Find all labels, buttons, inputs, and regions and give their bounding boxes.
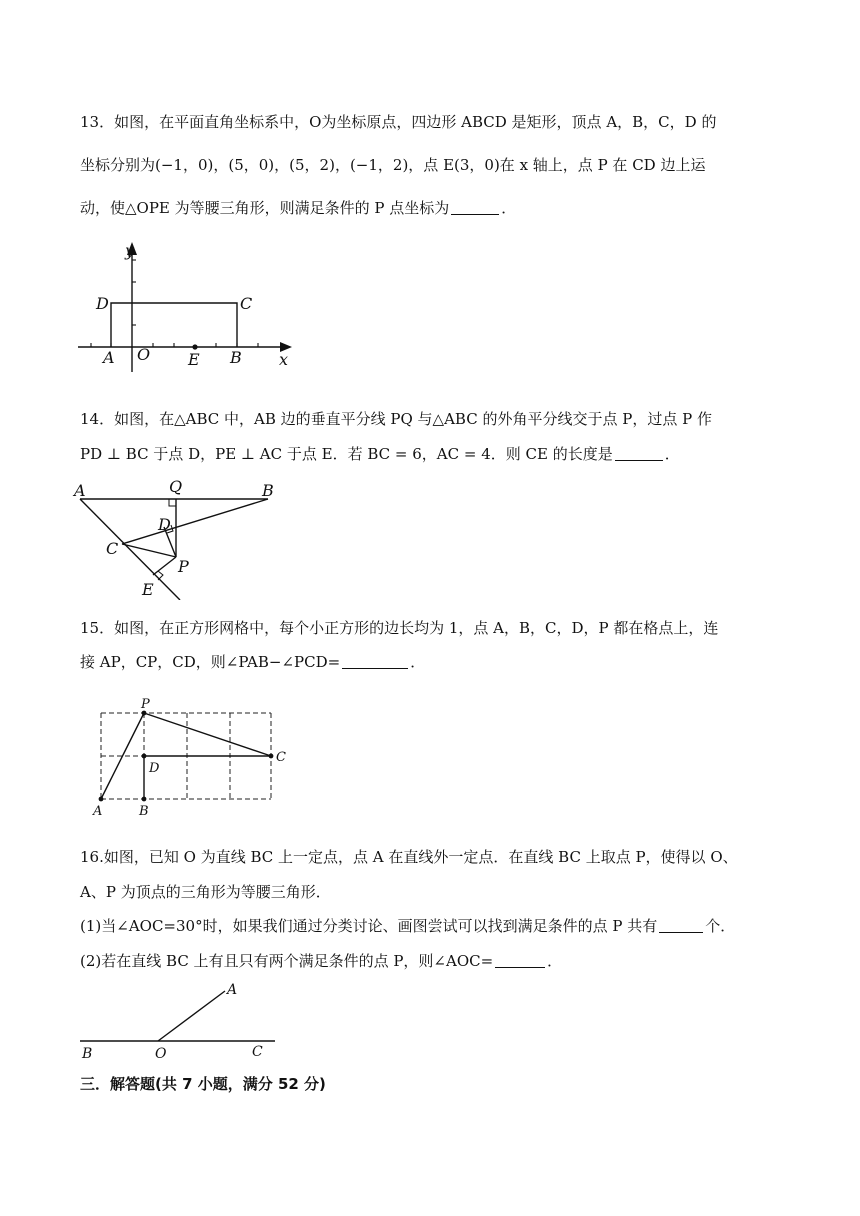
right-angle-e: [158, 571, 163, 580]
ray-oa: [158, 991, 225, 1041]
label-b: B: [139, 804, 149, 819]
label-c: C: [252, 1044, 263, 1060]
q15-text-line-2-main: 接 AP，CP，CD，则∠PAB−∠PCD=: [80, 653, 341, 671]
q15-text-line-1: 15．如图，在正方形网格中，每个小正方形的边长均为 1，点 A，B，C，D，P 都在格点上，连: [80, 619, 719, 637]
label-b: B: [230, 348, 242, 367]
label-a: A: [74, 481, 86, 500]
q13-text-line-2: 坐标分别为(−1，0)，(5，0)，(5，2)，(−1，2)，点 E(3，0)在 x 轴上，点 P 在 CD 边上运: [80, 156, 706, 174]
q15-period: ．: [410, 653, 426, 671]
q16-text-line-4: [80, 950, 562, 971]
q16-part1-suffix: 个．: [705, 917, 736, 935]
q13-text-line-3-main: 动，使△OPE 为等腰三角形，则满足条件的 P 点坐标为: [80, 199, 450, 217]
q16-text-line-3-main: (1)当∠AOC=30°时，如果我们通过分类讨论、画图尝试可以找到满足条件的点 P 共有: [80, 917, 658, 935]
label-x: x: [279, 350, 289, 369]
q13-answer-blank[interactable]: [451, 200, 499, 215]
q14-text-line-1: 14．如图，在△ABC 中，AB 边的垂直平分线 PQ 与△ABC 的外角平分线交于点 P，过点 P 作: [80, 410, 712, 428]
q16-part1-answer-blank[interactable]: [659, 918, 703, 933]
label-e: E: [188, 350, 200, 369]
right-angle-q: [169, 499, 176, 506]
label-o: O: [137, 345, 151, 364]
q16-part2-answer-blank[interactable]: [495, 953, 545, 968]
rectangle-abcd: [111, 303, 237, 347]
label-a: A: [93, 804, 103, 819]
label-d: D: [158, 515, 171, 534]
label-y: y: [125, 241, 135, 260]
label-c: C: [276, 750, 286, 765]
label-b: B: [82, 1046, 93, 1062]
label-p: P: [178, 557, 189, 576]
label-q: Q: [169, 477, 183, 496]
q15-answer-blank[interactable]: [342, 654, 408, 669]
q13-text-line-3: [80, 197, 516, 218]
label-c: C: [240, 294, 253, 313]
label-a: A: [103, 348, 115, 367]
segment-cb: [122, 499, 268, 544]
point-e-dot: [192, 344, 197, 349]
q16-text-line-3: [80, 915, 735, 936]
q14-answer-blank[interactable]: [615, 446, 663, 461]
section-3-heading: 三．解答题(共 7 小题，满分 52 分): [80, 1075, 326, 1093]
q16-period: ．: [547, 952, 563, 970]
q13-text-line-1: 13．如图，在平面直角坐标系中，O为坐标原点，四边形 ABCD 是矩形，顶点 A，B，C，D 的: [80, 113, 717, 131]
label-d: D: [149, 761, 160, 776]
q15-text-line-2: [80, 651, 425, 672]
q15-grid-figure: [85, 695, 300, 820]
q14-text-line-2: [80, 443, 680, 464]
label-c: C: [106, 539, 119, 558]
label-a: A: [227, 982, 238, 998]
segment-pe: [153, 557, 176, 575]
label-o: O: [155, 1046, 167, 1062]
q14-text-line-2-main: PD ⊥ BC 于点 D，PE ⊥ AC 于点 E．若 BC = 6，AC = 4．则 CE 的长度是: [80, 445, 613, 463]
label-b: B: [262, 481, 274, 500]
segment-pc: [144, 713, 271, 756]
q13-period: ．: [501, 199, 517, 217]
q16-text-line-4-main: (2)若在直线 BC 上有且只有两个满足条件的点 P，则∠AOC=: [80, 952, 494, 970]
label-d: D: [96, 294, 109, 313]
label-p: P: [141, 697, 150, 712]
q16-text-line-1: 16.如图，已知 O 为直线 BC 上一定点，点 A 在直线外一定点．在直线 BC 上取点 P，使得以 O、: [80, 848, 738, 866]
q13-coordinate-figure: [70, 232, 310, 372]
q14-period: ．: [664, 445, 680, 463]
q16-line-figure: [75, 978, 285, 1063]
label-e: E: [142, 580, 154, 599]
q14-triangle-figure: [70, 474, 300, 600]
q16-text-line-2: A、P 为顶点的三角形为等腰三角形．: [80, 883, 331, 901]
